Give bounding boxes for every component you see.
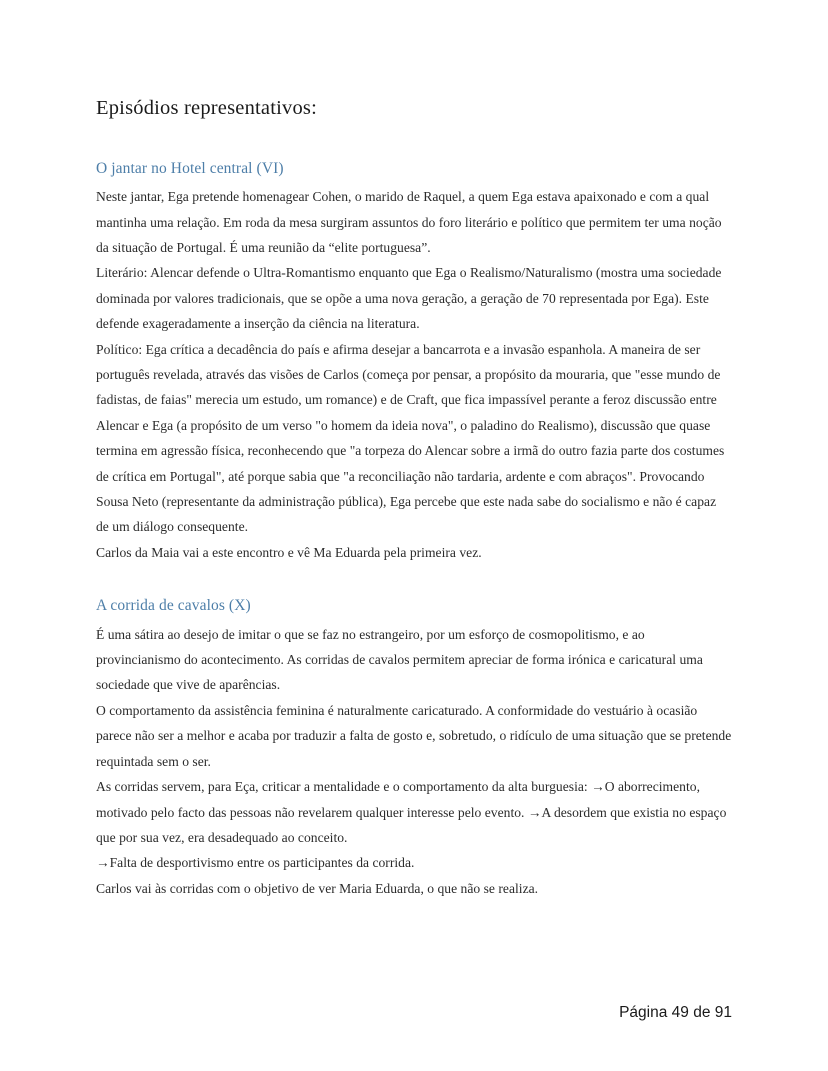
section-corrida-de-cavalos bbox=[96, 595, 732, 901]
paragraph: Neste jantar, Ega pretende homenagear Cohen, o marido de Raquel, a quem Ega estava apaixonado e com a qual mantinha uma relação. Em roda da mesa surgiram assuntos do foro literário e político que permitem ter uma noção da situação de Portugal. É uma reunião da “elite portuguesa”. bbox=[96, 189, 722, 255]
page-title: Episódios representativos: bbox=[96, 97, 317, 119]
page-content bbox=[96, 96, 732, 927]
paragraph: O comportamento da assistência feminina é naturalmente caricaturado. A conformidade do vestuário à ocasião parece não ser a melhor e acaba por traduzir a falta de gosto e, sobretudo, o ridículo de uma situação que se pretende requintada sem o ser. bbox=[96, 702, 732, 769]
paragraph: É uma sátira ao desejo de imitar o que se faz no estrangeiro, por um esforço de cosmopolitismo, e ao provincianismo do acontecimento. As corridas de cavalos permitem apreciar de forma irónica e caricatural uma sociedade que vive de aparências. bbox=[96, 626, 703, 693]
section-jantar-hotel-central bbox=[96, 158, 732, 566]
section-heading: O jantar no Hotel central (VI) bbox=[96, 159, 284, 177]
paragraph: As corridas servem, para Eça, criticar a mentalidade e o comportamento da alta burguesia: →O aborrecimento, motivado pelo facto das pessoas não revelarem qualquer interesse pelo evento. →A desordem que existia no espaço que por sua vez, era desadequado ao conceito. bbox=[96, 779, 727, 845]
section-heading: A corrida de cavalos (X) bbox=[96, 597, 251, 615]
paragraph: Carlos vai às corridas com o objetivo de ver Maria Eduarda, o que não se realiza. bbox=[96, 880, 539, 896]
page-number-footer: Página 49 de 91 bbox=[619, 1003, 732, 1021]
paragraph: Carlos da Maia vai a este encontro e vê Ma Eduarda pela primeira vez. bbox=[96, 544, 482, 560]
paragraph: Literário: Alencar defende o Ultra-Romantismo enquanto que Ega o Realismo/Naturalismo (mostra uma sociedade dominada por valores tradicionais, que se opõe a uma nova geração, a geração de 70 representada por Ega). Este defende exageradamente a inserção da ciência na literatura. bbox=[96, 265, 722, 332]
paragraph: Político: Ega crítica a decadência do país e afirma desejar a bancarrota e a invasão espanhola. A maneira de ser português revelada, através das visões de Carlos (começa por pensar, a propósito da mouraria, que "esse mundo de fadistas, de faias" merecia um estudo, um romance) e de Craft, que fica impassível perante a feroz discussão entre Alencar e Ega (a propósito de um verso "o homem da ideia nova", o paladino do Realismo), discussão que quase termina em agressão física, reconhecendo que "a torpeza do Alencar sobre a irmã do outro fazia parte dos costumes de crítica em Portugal", até porque sabia que "a reconciliação não tardaria, ardente e com abraços". Provocando Sousa Neto (representante da administração pública), Ega percebe que este nada sabe do socialismo e não é capaz de um diálogo consequente. bbox=[96, 341, 725, 535]
paragraph: →Falta de desportivismo entre os participantes da corrida. bbox=[96, 855, 415, 871]
